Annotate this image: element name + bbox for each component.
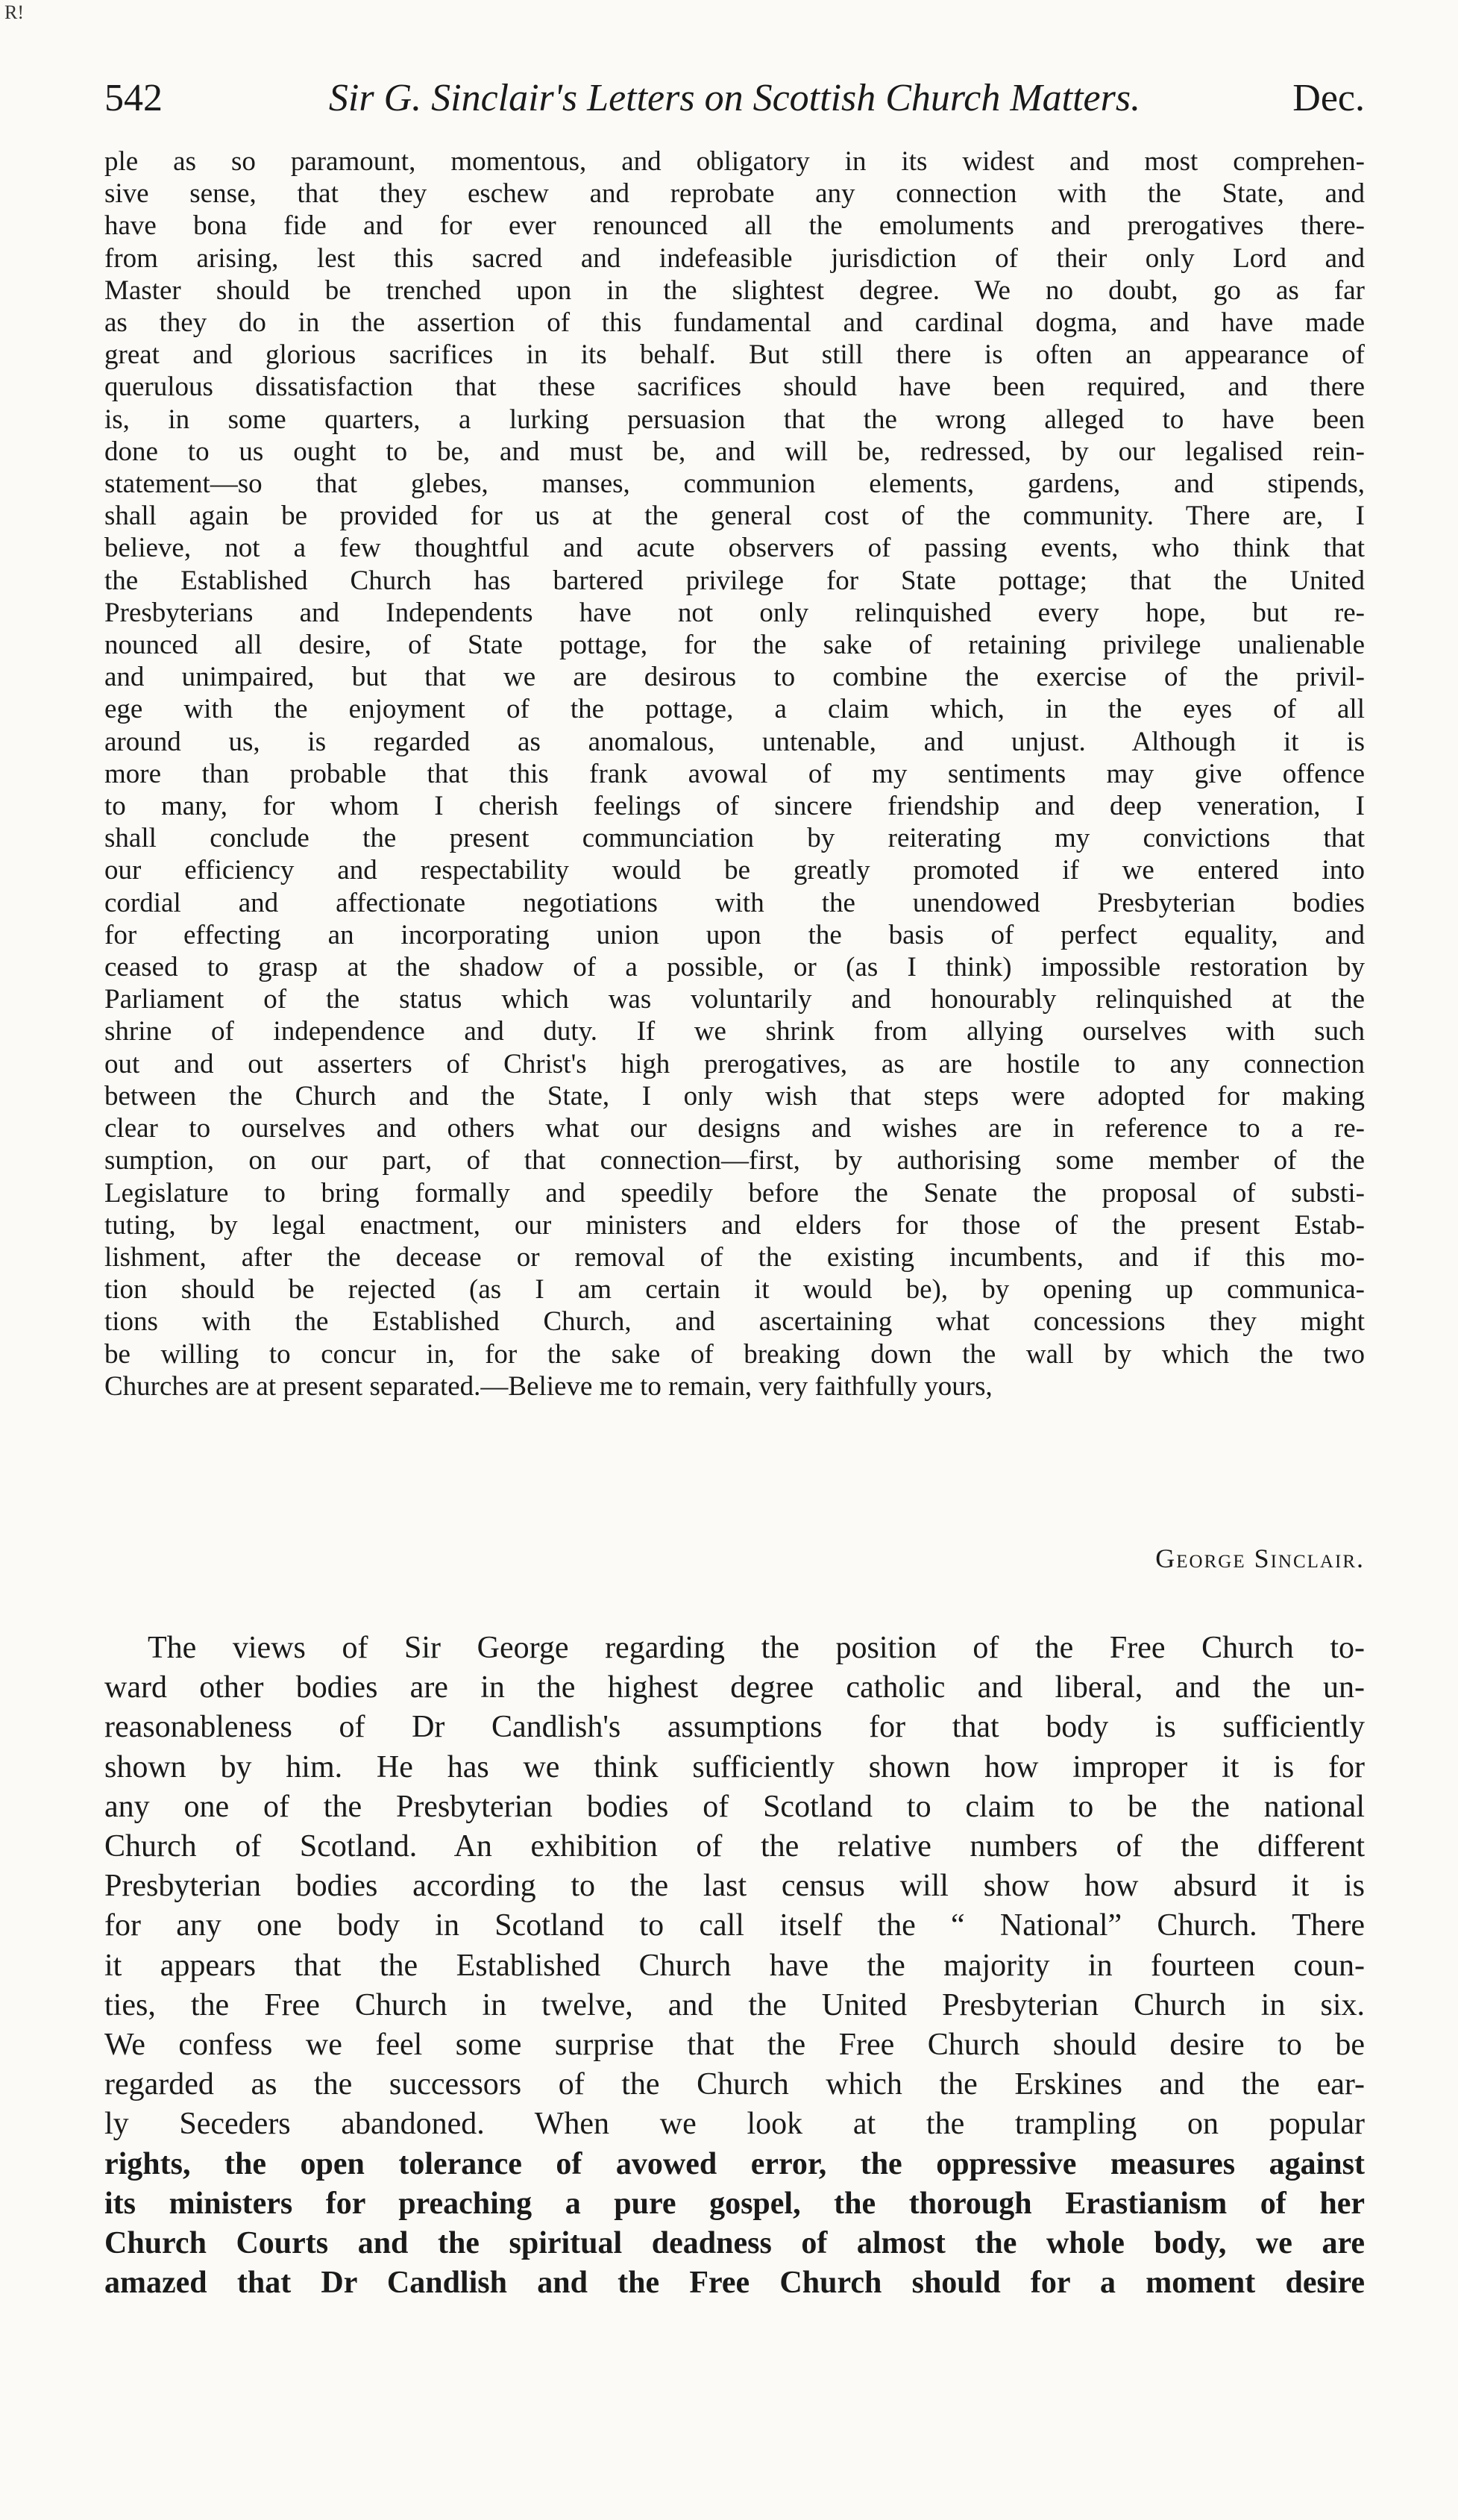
text-line: tuting, by legal enactment, our ministers and elders for those of the present Estab- — [104, 1209, 1365, 1241]
text-line: out and out asserters of Christ's high prerogatives, as are hostile to any connection — [104, 1048, 1365, 1079]
text-line: ceased to grasp at the shadow of a possible, or (as I think) impossible restoration by — [104, 952, 1365, 983]
text-line: Legislature to bring formally and speedily before the Senate the proposal of substi- — [104, 1177, 1365, 1209]
text-line: great and glorious sacrifices in its behalf. But still there is often an appearance of — [104, 339, 1365, 371]
text-line: its ministers for preaching a pure gospel, the thorough Erastianism of her — [104, 2186, 1365, 2221]
text-line: more than probable that this frank avowal of my sentiments may give offence — [104, 758, 1365, 789]
text-line: shall conclude the present communciation by reiterating my convictions that — [104, 823, 1365, 854]
text-line: ly Seceders abandoned. When we look at the trampling on popular — [104, 2107, 1365, 2142]
text-line: to many, for whom I cherish feelings of sincere friendship and deep veneration, I — [104, 791, 1365, 822]
text-line: any one of the Presbyterian bodies of Scotland to claim to be the national — [104, 1789, 1365, 1824]
text-line: reasonableness of Dr Candlish's assumptions for that body is sufficiently — [104, 1710, 1365, 1745]
text-line: statement—so that glebes, manses, communion elements, gardens, and stipends, — [104, 468, 1365, 500]
text-line: it appears that the Established Church have the majority in fourteen coun- — [104, 1948, 1365, 1983]
text-line: We confess we feel some surprise that the Free Church should desire to be — [104, 2028, 1365, 2063]
text-line: for effecting an incorporating union upon the basis of perfect equality, and — [104, 919, 1365, 950]
text-line: The views of Sir George regarding the position of the Free Church to- — [148, 1631, 1365, 1665]
text-line: between the Church and the State, I only wish that steps were adopted for making — [104, 1080, 1365, 1112]
running-date: Dec. — [1292, 77, 1365, 119]
text-line: done to us ought to be, and must be, and will be, redressed, by our legalised rein- — [104, 436, 1365, 467]
text-line: Church Courts and the spiritual deadness of almost the whole body, we are — [104, 2226, 1365, 2261]
text-line: be willing to concur in, for the sake of breaking down the wall by which the two — [104, 1338, 1365, 1370]
text-line: ward other bodies are in the highest degree catholic and liberal, and the un- — [104, 1670, 1365, 1705]
text-line: Presbyterians and Independents have not only relinquished every hope, but re- — [104, 597, 1365, 628]
text-line: believe, not a few thoughtful and acute observers of passing events, who think that — [104, 533, 1365, 564]
text-line: shall again be provided for us at the general cost of the community. There are, I — [104, 501, 1365, 532]
text-line: and unimpaired, but that we are desirous to combine the exercise of the privil- — [104, 662, 1365, 693]
text-line: ple as so paramount, momentous, and obligatory in its widest and most comprehen- — [104, 146, 1365, 177]
text-line: lishment, after the decease or removal of the existing incumbents, and if this mo- — [104, 1241, 1365, 1273]
running-title: Sir G. Sinclair's Letters on Scottish Church Matters. — [328, 77, 1141, 119]
text-line: sumption, on our part, of that connection—first, by authorising some member of the — [104, 1145, 1365, 1176]
text-line: shrine of independence and duty. If we shrink from allying ourselves with such — [104, 1016, 1365, 1047]
page-number: 542 — [104, 77, 163, 119]
text-line: Presbyterian bodies according to the last census will show how absurd it is — [104, 1869, 1365, 1904]
text-line: clear to ourselves and others what our designs and wishes are in reference to a re- — [104, 1113, 1365, 1144]
signature: George Sinclair. — [1155, 1543, 1365, 1573]
text-line: Churches are at present separated.—Believe me to remain, very faithfully yours, — [104, 1370, 993, 1402]
text-line: from arising, lest this sacred and indefeasible jurisdiction of their only Lord and — [104, 242, 1365, 274]
text-line: Church of Scotland. An exhibition of the relative numbers of the different — [104, 1829, 1365, 1864]
text-line: querulous dissatisfaction that these sacrifices should have been required, and there — [104, 372, 1365, 403]
text-line: tions with the Established Church, and ascertaining what concessions they might — [104, 1306, 1365, 1338]
letter-body — [104, 145, 1365, 1402]
text-line: is, in some quarters, a lurking persuasion that the wrong alleged to have been — [104, 404, 1365, 435]
text-line: amazed that Dr Candlish and the Free Church should for a moment desire — [104, 2266, 1365, 2301]
text-line: ege with the enjoyment of the pottage, a claim which, in the eyes of all — [104, 694, 1365, 725]
running-head — [104, 69, 1365, 128]
text-line: nounced all desire, of State pottage, for the sake of retaining privilege unalienable — [104, 630, 1365, 661]
text-line: regarded as the successors of the Church which the Erskines and the ear- — [104, 2067, 1365, 2102]
text-line: our efficiency and respectability would be greatly promoted if we entered into — [104, 855, 1365, 886]
text-line: cordial and affectionate negotiations with the unendowed Presbyterian bodies — [104, 887, 1365, 918]
corner-mark: R! — [4, 1, 24, 23]
text-line: have bona fide and for ever renounced all the emoluments and prerogatives there- — [104, 210, 1365, 242]
text-line: tion should be rejected (as I am certain it would be), by opening up communica- — [104, 1274, 1365, 1306]
text-line: sive sense, that they eschew and reprobate any connection with the State, and — [104, 178, 1365, 210]
text-line: for any one body in Scotland to call itself the “ National” Church. There — [104, 1908, 1365, 1943]
text-line: as they do in the assertion of this fundamental and cardinal dogma, and have made — [104, 307, 1365, 339]
text-line: ties, the Free Church in twelve, and the United Presbyterian Church in six. — [104, 1987, 1365, 2022]
text-line: shown by him. He has we think sufficiently shown how improper it is for — [104, 1749, 1365, 1784]
text-line: the Established Church has bartered privilege for State pottage; that the United — [104, 565, 1365, 596]
text-line: Master should be trenched upon in the slightest degree. We no doubt, go as far — [104, 275, 1365, 306]
text-line: rights, the open tolerance of avowed error, the oppressive measures against — [104, 2146, 1365, 2181]
commentary-body — [104, 1629, 1365, 2303]
text-line: Parliament of the status which was voluntarily and honourably relinquished at the — [104, 984, 1365, 1015]
text-line: around us, is regarded as anomalous, untenable, and unjust. Although it is — [104, 726, 1365, 757]
